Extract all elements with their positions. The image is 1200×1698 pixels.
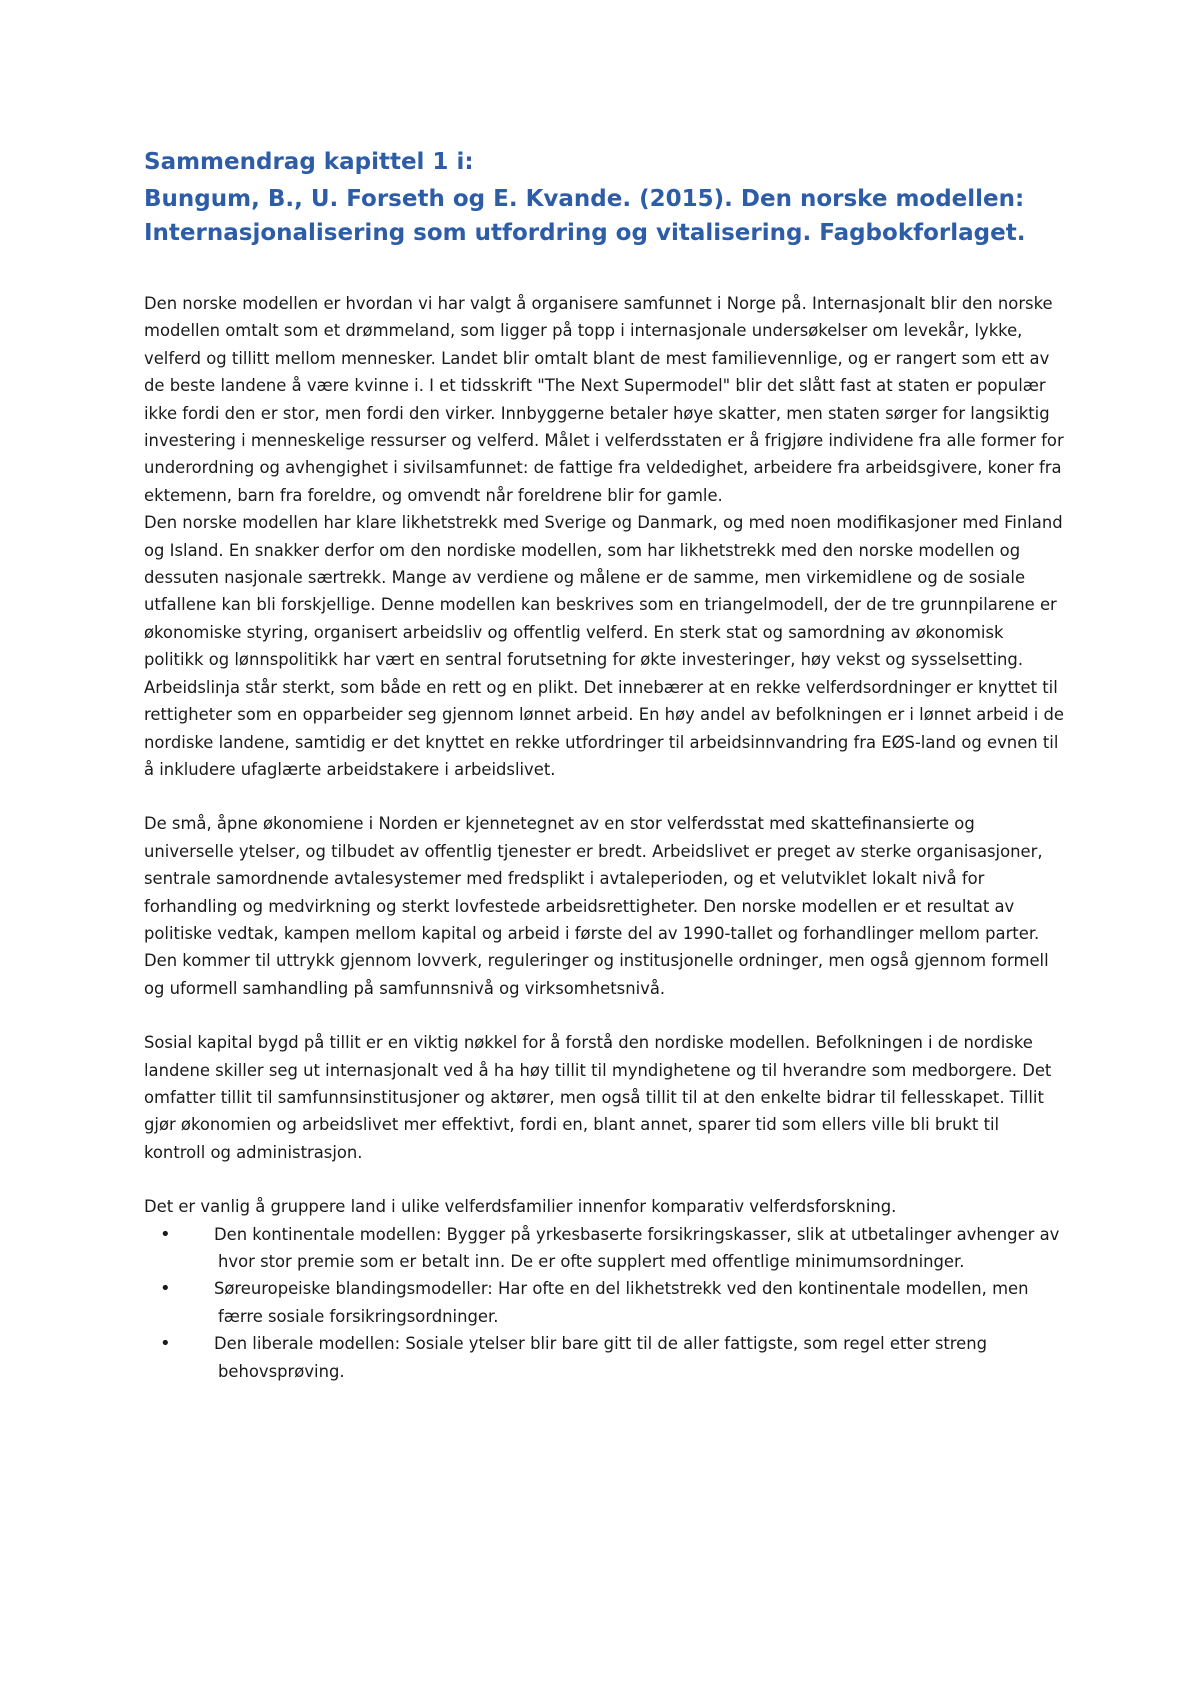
- document-title: Sammendrag kapittel 1 i:: [144, 149, 474, 175]
- document-page: [144, 145, 1064, 1385]
- list-item: [144, 1330, 1064, 1385]
- bullet-icon: •: [160, 1333, 171, 1355]
- paragraph-economies: De små, åpne økonomiene i Norden er kjennetegnet av en stor velferdsstat med skattefinansierte og universelle ytelser, og tilbudet av offentlig tjenester er bredt. Arbeidslivet er preget av sterke organisasjoner, sentrale samordnende avtalesystemer med fredsplikt i avtaleperioden, og et velutviklet lokalt nivå for forhandling og medvirkning og sterkt lovfestede arbeidsrettigheter. Den norske modellen er et resultat av politiske vedtak, kampen mellom kapital og arbeid i første del av 1990-tallet og forhandlinger mellom parter. Den kommer til uttrykk gjennom lovverk, reguleringer og institusjonelle ordninger, men også gjennom formell og uformell samhandling på samfunnsnivå og virksomhetsnivå.: [144, 814, 1049, 998]
- list-item-text: Den liberale modellen: Sosiale ytelser blir bare gitt til de aller fattigste, som regel etter streng behovsprøving.: [214, 1334, 988, 1381]
- list-item: [144, 1221, 1064, 1276]
- bullet-icon: •: [160, 1278, 171, 1300]
- welfare-model-list: [144, 1221, 1064, 1385]
- paragraph-welfare-families: Det er vanlig å gruppere land i ulike velferdsfamilier innenfor komparativ velferdsforskning.: [144, 1197, 897, 1217]
- paragraph-intro: Den norske modellen er hvordan vi har valgt å organisere samfunnet i Norge på. Internasjonalt blir den norske modellen omtalt som et drømmeland, som ligger på topp i internasjonale undersøkelser om levekår, lykke, velferd og tillitt mellom mennesker. Landet blir omtalt blant de mest familievennlige, og er rangert som ett av de beste landene å være kvinne i. I et tidsskrift "The Next Supermodel" blir det slått fast at staten er populær ikke fordi den er stor, men fordi den virker. Innbyggerne betaler høye skatter, men staten sørger for langsiktig investering i menneskelige ressurser og velferd. Målet i velferdsstaten er å frigjøre individene fra alle former for underordning og avhengighet i sivilsamfunnet: de fattige fra veldedighet, arbeidere fra arbeidsgivere, koner fra ektemenn, barn fra foreldre, og omvendt når foreldrene blir for gamle.: [144, 294, 1064, 505]
- paragraph-nordic-model: Den norske modellen har klare likhetstrekk med Sverige og Danmark, og med noen modifikasjoner med Finland og Island. En snakker derfor om den nordiske modellen, som har likhetstrekk med den norske modellen og dessuten nasjonale særtrekk. Mange av verdiene og målene er de samme, men virkemidlene og de sosiale utfallene kan bli forskjellige. Denne modellen kan beskrives som en triangelmodell, der de tre grunnpilarene er økonomiske styring, organisert arbeidsliv og offentlig velferd. En sterk stat og samordning av økonomisk politikk og lønnspolitikk har vært en sentral forutsetning for økte investeringer, høy vekst og sysselsetting. Arbeidslinja står sterkt, som både en rett og en plikt. Det innebærer at en rekke velferdsordninger er knyttet til rettigheter som en opparbeider seg gjennom lønnet arbeid. En høy andel av befolkningen er i lønnet arbeid i de nordiske landene, samtidig er det knyttet en rekke utfordringer til arbeidsinnvandring fra EØS-land og evnen til å inkludere ufaglærte arbeidstakere i arbeidslivet.: [144, 513, 1064, 779]
- bullet-icon: •: [160, 1223, 171, 1245]
- list-item-text: Søreuropeiske blandingsmodeller: Har ofte en del likhetstrekk ved den kontinentale modellen, men færre sosiale forsikringsordninger.: [214, 1279, 1029, 1326]
- list-item: [144, 1275, 1064, 1330]
- list-item-text: Den kontinentale modellen: Bygger på yrkesbaserte forsikringskasser, slik at utbetalinger avhenger av hvor stor premie som er betalt inn. De er ofte supplert med offentlige minimumsordninger.: [214, 1224, 1060, 1271]
- citation-heading: Bungum, B., U. Forseth og E. Kvande. (2015). Den norske modellen: Internasjonalisering som utfordring og vitalisering. Fagbokforlaget.: [144, 186, 1026, 246]
- paragraph-social-capital: Sosial kapital bygd på tillit er en viktig nøkkel for å forstå den nordiske modellen. Befolkningen i de nordiske landene skiller seg ut internasjonalt ved å ha høy tillit til myndighetene og til hverandre som medborgere. Det omfatter tillit til samfunnsinstitusjoner og aktører, men også tillit til at den enkelte bidrar til fellesskapet. Tillit gjør økonomien og arbeidslivet mer effektivt, fordi en, blant annet, sparer tid som ellers ville bli brukt til kontroll og administrasjon.: [144, 1033, 1052, 1162]
